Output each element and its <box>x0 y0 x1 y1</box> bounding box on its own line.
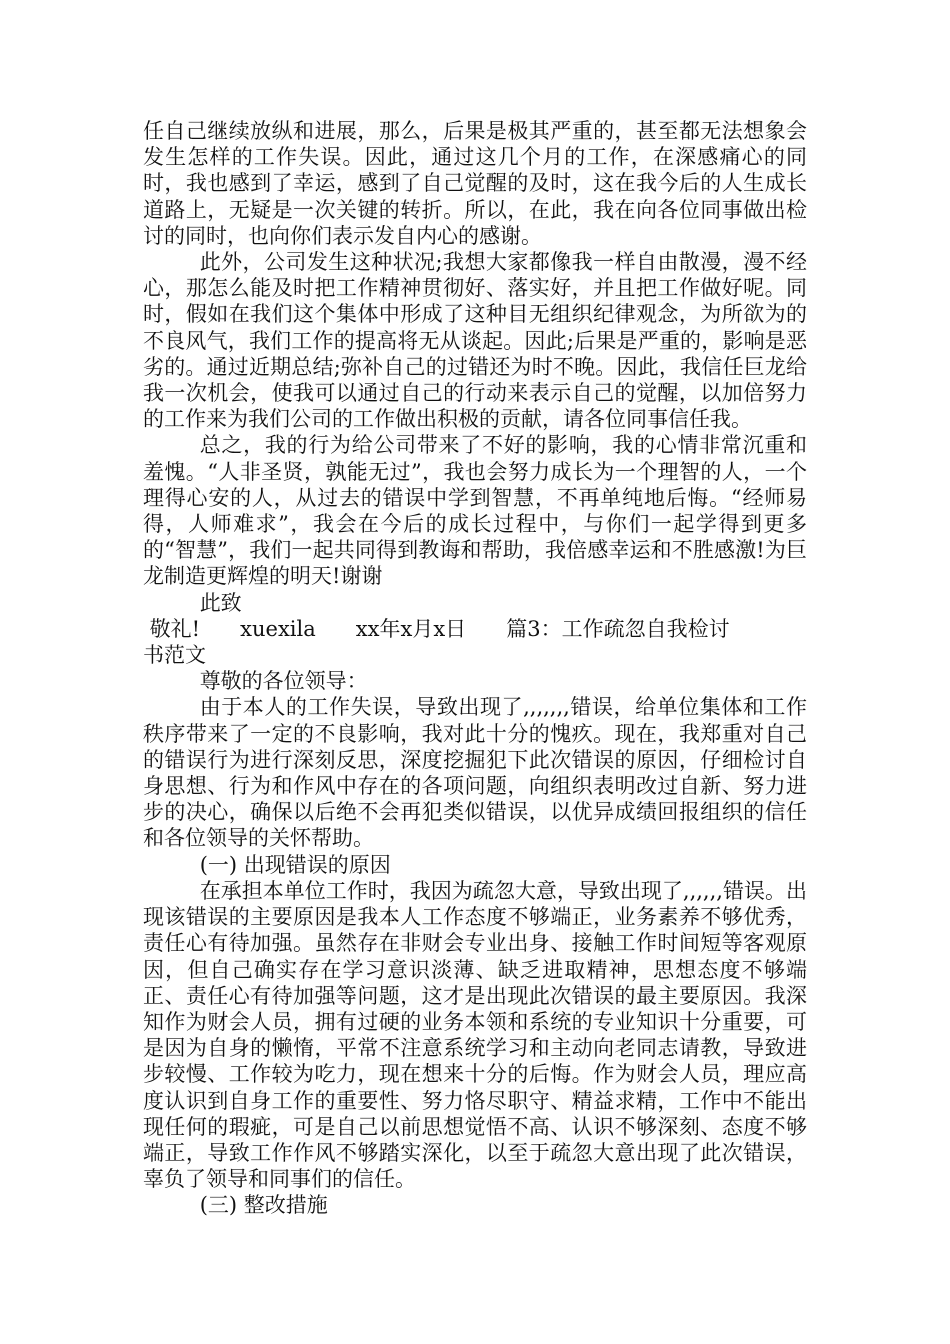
paragraph-conclusion: 总之，我的行为给公司带来了不好的影响，我的心情非常沉重和羞愧。“人非圣贤，孰能无过”，我也会努力成长为一个理智的人，一个理得心安的人，从过去的错误中学到智慧，不再单纯地后悔。“经师易得，人师难求”，我会在今后的成长过程中，与你们一起学得到更多的“智慧”，我们一起共同得到教诲和帮助，我倍感幸运和不胜感激!为巨龙制造更辉煌的明天!谢谢 <box>143 433 807 589</box>
section-title-continuation: 书范文 <box>143 643 206 668</box>
heading-corrective-measures: (三) 整改措施 <box>199 1193 328 1218</box>
signature-and-section-title <box>143 616 807 668</box>
greeting-leaders: 尊敬的各位领导： <box>199 669 368 694</box>
paragraph-gratitude: 任自己继续放纵和进展，那么，后果是极其严重的，甚至都无法想象会发生怎样的工作失误。因此，通过这几个月的工作，在深感痛心的同时，我也感到了幸运，感到了自己觉醒的及时，这在我今后的人生成长道路上，无疑是一次关键的转折。所以，在此，我在向各位同事做出检讨的同时，也向你们表示发自内心的感谢。 <box>143 119 807 248</box>
paragraph-error-causes: 在承担本单位工作时，我因为疏忽大意，导致出现了,,,,,,错误。出现该错误的主要原因是我本人工作态度不够端正，业务素养不够优秀，责任心有待加强。虽然存在非财会专业出身、接触工作时间短等客观原因，但自己确实存在学习意识淡薄、缺乏进取精神，思想态度不够端正、责任心有待加强等问题，这才是出现此次错误的最主要原因。我深知作为财会人员，拥有过硬的业务本领和系统的专业知识十分重要，可是因为自身的懒惰，平常不注意系统学习和主动向老同志请教，导致进步较慢、工作较为吃力，现在想来十分的后悔。作为财会人员，理应高度认识到自身工作的重要性、努力恪尽职守、精益求精，工作中不能出现任何的瑕疵，可是自己以前思想觉悟不高、认识不够深刻、态度不够端正，导致工作作风不够踏实深化，以至于疏忽大意出现了此次错误，辜负了领导和同事们的信任。 <box>143 878 807 1192</box>
heading-error-causes: (一) 出现错误的原因 <box>199 852 391 877</box>
closing-salutation: 此致 <box>199 590 242 615</box>
document-page <box>143 118 807 1219</box>
paragraph-company-situation: 此外，公司发生这种状况;我想大家都像我一样自由散漫，漫不经心，那怎么能及时把工作精神贯彻好、落实好，并且把工作做好呢。同时，假如在我们这个集体中形成了这种目无组织纪律观念，为所欲为的不良风气，我们工作的提高将无从谈起。因此;后果是严重的，影响是恶劣的。通过近期总结;弥补自己的过错还为时不晚。因此，我信任巨龙给我一次机会，使我可以通过自己的行动来表示自己的觉醒，以加倍努力的工作来为我们公司的工作做出积极的贡献，请各位同事信任我。 <box>143 250 807 432</box>
signature-line: 敬礼! xuexila xx年x月x日 篇3：工作疏忽自我检讨 <box>143 616 730 641</box>
paragraph-introduction: 由于本人的工作失误，导致出现了,,,,,,,错误，给单位集体和工作秩序带来了一定的不良影响，我对此十分的愧疚。现在，我郑重对自己的错误行为进行深刻反思，深度挖掘犯下此次错误的原因，仔细检讨自身思想、行为和作风中存在的各项问题，向组织表明改过自新、努力进步的决心，确保以后绝不会再犯类似错误，以优异成绩回报组织的信任和各位领导的关怀帮助。 <box>143 695 807 851</box>
